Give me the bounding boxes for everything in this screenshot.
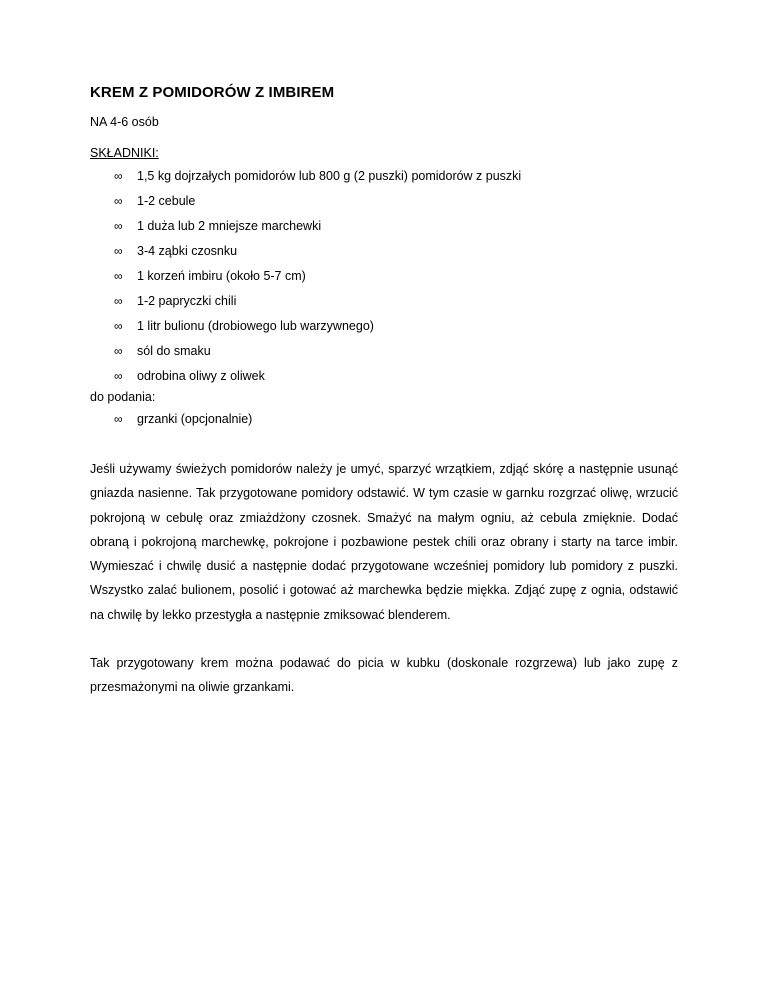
list-item <box>90 243 678 259</box>
list-item <box>90 268 678 284</box>
serving-item-text: grzanki (opcjonalnie) <box>137 412 253 426</box>
infinity-bullet-icon: ∞ <box>114 294 123 308</box>
list-item <box>90 168 678 184</box>
ingredient-text: 1 duża lub 2 mniejsze marchewki <box>137 219 322 233</box>
ingredient-text: 1-2 cebule <box>137 194 196 208</box>
list-item <box>90 218 678 234</box>
list-item <box>90 411 678 427</box>
servings-text: NA 4-6 osób <box>90 115 159 129</box>
list-item <box>90 343 678 359</box>
serving-note-paragraph: Tak przygotowany krem można podawać do picia w kubku (doskonale rozgrzewa) lub jako zupę z przesmażonymi na oliwie grzankami. <box>90 656 678 695</box>
ingredient-text: odrobina oliwy z oliwek <box>137 369 265 383</box>
list-item <box>90 293 678 309</box>
infinity-bullet-icon: ∞ <box>114 169 123 183</box>
ingredient-text: 3-4 ząbki czosnku <box>137 244 238 258</box>
ingredient-text: 1 litr bulionu (drobiowego lub warzywnego) <box>137 319 374 333</box>
serving-heading: do podania: <box>90 390 156 404</box>
ingredients-heading: SKŁADNIKI: <box>90 146 159 160</box>
ingredient-text: 1,5 kg dojrzałych pomidorów lub 800 g (2 puszki) pomidorów z puszki <box>137 169 522 183</box>
infinity-bullet-icon: ∞ <box>114 219 123 233</box>
ingredients-list <box>90 168 678 384</box>
infinity-bullet-icon: ∞ <box>114 194 123 208</box>
list-item <box>90 368 678 384</box>
instructions-paragraph: Jeśli używamy świeżych pomidorów należy je umyć, sparzyć wrzątkiem, zdjąć skórę a następnie usunąć gniazda nasienne. Tak przygotowane pomidory odstawić. W tym czasie w garnku rozgrzać oliwę, wrzucić pokrojoną w cebulę oraz zmiażdżony czosnek. Smażyć na małym ogniu, aż cebula zmięknie. Dodać obraną i pokrojoną marchewkę, pokrojone i pozbawione pestek chili oraz obrany i starty na tarce imbir. Wymieszać i chwilę dusić a następnie dodać przygotowane wcześniej pomidory lub pomidory z puszki. Wszystko zalać bulionem, posolić i gotować aż marchewka będzie miękka. Zdjąć zupę z ognia, odstawić na chwilę by lekko przestygła a następnie zmiksować blenderem. <box>90 462 678 622</box>
ingredient-text: 1-2 papryczki chili <box>137 294 237 308</box>
infinity-bullet-icon: ∞ <box>114 369 123 383</box>
ingredient-text: 1 korzeń imbiru (około 5-7 cm) <box>137 269 306 283</box>
recipe-content <box>90 84 678 700</box>
list-item <box>90 193 678 209</box>
ingredient-text: sól do smaku <box>137 344 211 358</box>
infinity-bullet-icon: ∞ <box>114 244 123 258</box>
recipe-title: KREM Z POMIDORÓW Z IMBIREM <box>90 84 335 101</box>
serving-list <box>90 411 678 427</box>
infinity-bullet-icon: ∞ <box>114 344 123 358</box>
list-item <box>90 318 678 334</box>
infinity-bullet-icon: ∞ <box>114 319 123 333</box>
infinity-bullet-icon: ∞ <box>114 412 123 426</box>
infinity-bullet-icon: ∞ <box>114 269 123 283</box>
